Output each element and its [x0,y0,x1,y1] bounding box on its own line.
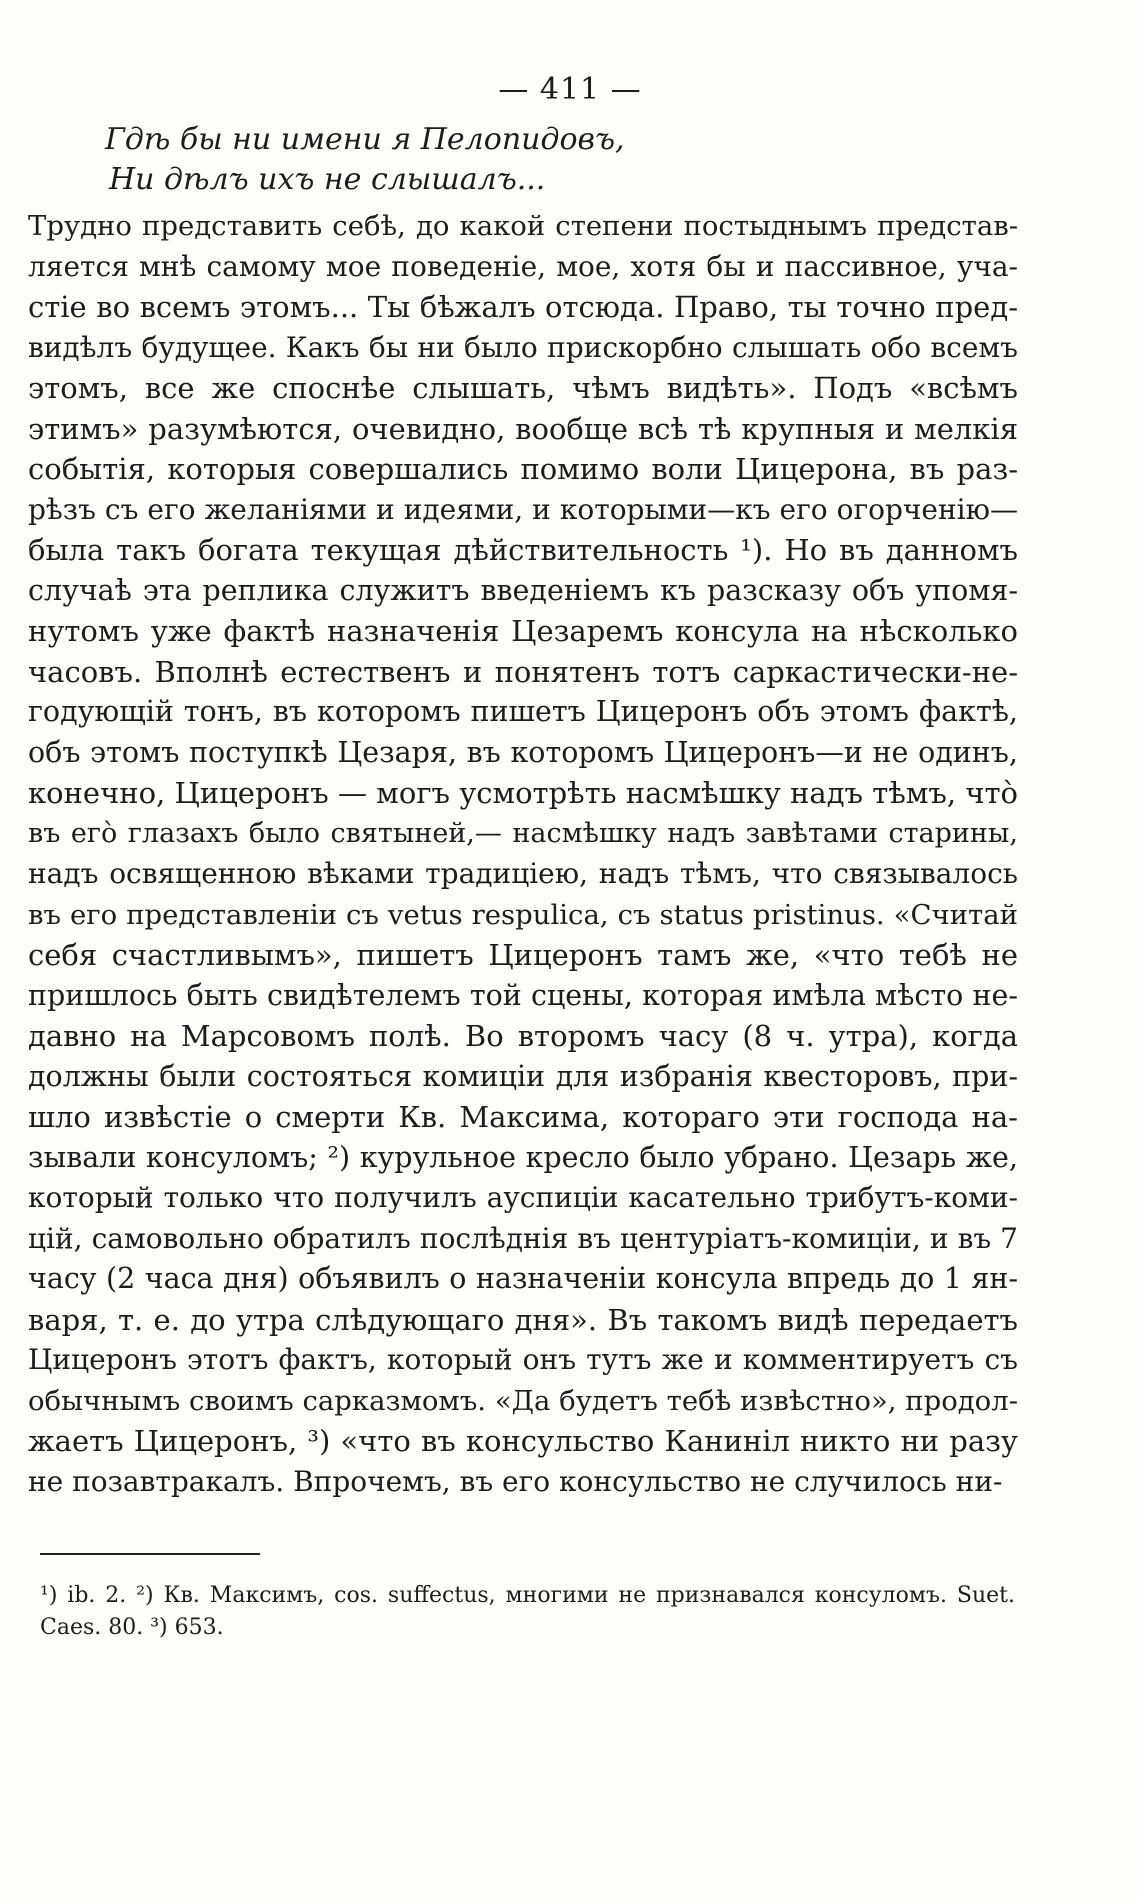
text-line: Цицеронъ этотъ фактъ, который онъ тутъ же и комментируетъ съ [28,1343,1018,1376]
text-line: нутомъ уже фактѣ назначенія Цезаремъ консула на нѣсколько [28,614,1018,648]
text-line: конечно, Цицеронъ — могъ усмотрѣть насмѣшку надъ тѣмъ, что̀ [28,776,1018,810]
verse-line: Ни дѣлъ ихъ не слышалъ... [109,162,546,197]
text-line: стіе во всемъ этомъ... Ты бѣжалъ отсюда. Право, ты точно пред- [28,290,1018,324]
text-line: годующій тонъ, въ которомъ пишетъ Цицеронъ объ этомъ фактѣ, [28,695,1018,728]
body-text [28,206,1018,1502]
text-line: цій, самовольно обратилъ послѣднія въ центуріатъ-комиціи, и въ 7 [28,1221,1018,1255]
text-line: пришлось быть свидѣтелемъ той сцены, которая имѣла мѣсто не- [28,978,1018,1012]
text-line: часовъ. Вполнѣ естественъ и понятенъ тотъ саркастически-не- [28,654,1018,689]
text-line: шло извѣстіе о смерти Кв. Максима, котораго эти господа на- [28,1100,1018,1134]
text-line: Трудно представить себѣ, до какой степени постыднымъ представ- [28,210,1018,242]
verse-line: Гдѣ бы ни имени я Пелопидовъ, [105,122,625,157]
text-line: была такъ богата текущая дѣйствительность ¹). Но въ данномъ [28,533,1018,567]
text-line: надъ освященною вѣками традиціею, надъ тѣмъ, что связывалось [28,857,1018,890]
text-line: видѣлъ будущее. Какъ бы ни было прискорбно слышать обо всемъ [28,330,1018,364]
text-line: который только что получилъ ауспиціи касательно трибутъ-коми- [28,1181,1018,1214]
text-line: ляется мнѣ самому мое поведеніе, мое, хотя бы и пассивное, уча- [28,249,1018,283]
text-line: должны были состояться комиціи для избранія квесторовъ, при- [28,1059,1018,1093]
verse-quote [105,120,625,200]
text-line: объ этомъ поступкѣ Цезаря, въ которомъ Цицеронъ—и не одинъ, [28,735,1018,769]
footnote-divider [40,1553,260,1555]
footnote-line: ¹) ib. 2. ²) Кв. Максимъ, cos. suffectus, многими не признавался консуломъ. Suet. [40,1583,1015,1608]
text-line: жаетъ Цицеронъ, ³) «что въ консульство Каниніл никто ни разу [28,1424,1018,1458]
text-line: этомъ, все же споснѣе слышать, чѣмъ видѣть». Подъ «всѣмъ [28,371,1018,405]
footnote-line: Caes. 80. ³) 653. [40,1615,224,1640]
text-line: событія, которыя совершались помимо воли Цицерона, въ раз- [28,452,1018,486]
text-line: не позавтракалъ. Впрочемъ, въ его консульство не случилось ни- [28,1464,1003,1498]
text-line: себя счастливымъ», пишетъ Цицеронъ тамъ же, «что тебѣ не [28,938,1018,972]
text-line: варя, т. е. до утра слѣдующаго дня». Въ такомъ видѣ передаетъ [28,1302,1018,1337]
page-number: — 411 — [498,72,642,107]
text-line: въ его̀ глазахъ было святыней,— насмѣшку надъ завѣтами старины, [28,817,1018,849]
text-line: обычнымъ своимъ сарказмомъ. «Да будетъ тебѣ извѣстно», продол- [28,1384,1018,1417]
text-line: этимъ» разумѣются, очевидно, вообще всѣ тѣ крупныя и мелкія [28,411,1018,446]
text-line: въ его представленіи съ vetus respulica, съ status pristinus. «Считай [28,898,1018,931]
text-line: часу (2 часа дня) объявилъ о назначеніи консула впредь до 1 ян- [28,1262,1018,1295]
text-line: давно на Марсовомъ полѣ. Во второмъ часу (8 ч. утра), когда [28,1019,1018,1053]
text-line: рѣзъ съ его желаніями и идеями, и которыми—къ его огорченію— [28,492,1018,526]
text-line: случаѣ эта реплика служитъ введеніемъ къ разсказу объ упомя- [28,573,1018,607]
footnotes [40,1580,1015,1644]
text-line: зывали консуломъ; ²) курульное кресло было убрано. Цезарь же, [28,1140,1018,1174]
